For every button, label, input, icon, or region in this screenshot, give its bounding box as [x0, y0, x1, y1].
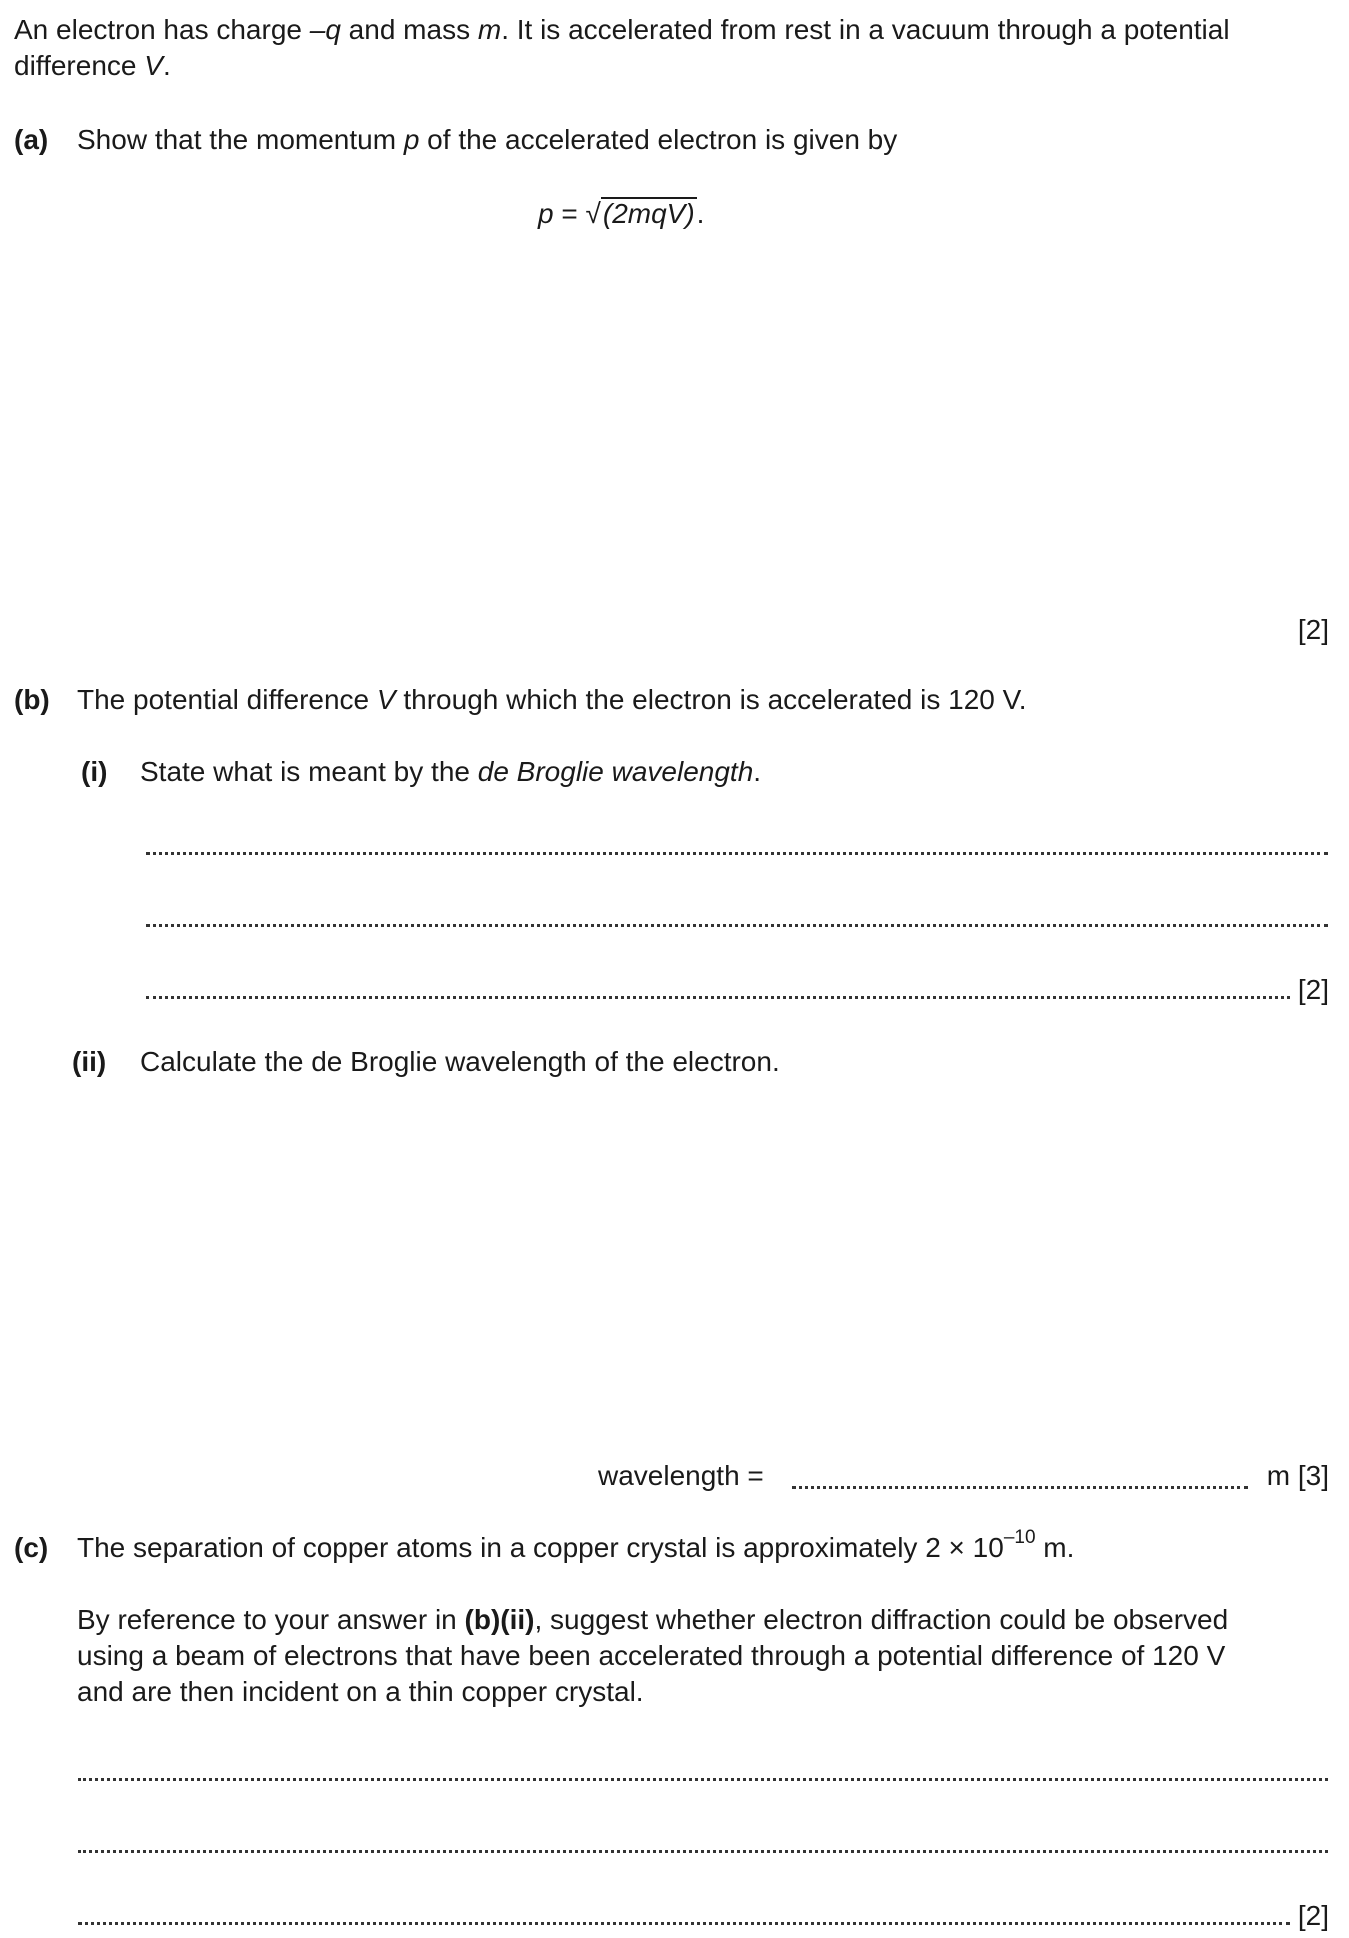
- intro-line-1: An electron has charge –q and mass m. It is accelerated from rest in a vacuum through a potential: [14, 14, 1230, 45]
- part-b-ii-question: Calculate the de Broglie wavelength of the electron.: [140, 1046, 780, 1077]
- wavelength-unit-marks: m [3]: [1266, 1460, 1329, 1491]
- answer-line-c-3[interactable]: [78, 1922, 1290, 1925]
- wavelength-answer-label: wavelength =: [598, 1460, 764, 1491]
- part-c-question: The separation of copper atoms in a copper crystal is approximately $2 \times 10^{-10}$ m.: [77, 1526, 1075, 1563]
- part-c-paragraph-line-3: and are then incident on a thin copper crystal.: [77, 1676, 644, 1707]
- part-b-i-label: (i): [81, 756, 108, 787]
- part-a-marks: [2]: [1297, 614, 1329, 645]
- momentum-formula: p = √(2mqV).: [538, 198, 705, 229]
- intro-line-2: difference V.: [14, 50, 171, 81]
- part-c-marks: [2]: [1297, 1900, 1329, 1931]
- part-a-label: (a): [14, 124, 49, 155]
- part-b-label: (b): [14, 684, 50, 715]
- answer-line-c-2[interactable]: [78, 1850, 1328, 1853]
- wavelength-answer-line[interactable]: [792, 1486, 1248, 1489]
- part-b-question: The potential difference V through which the electron is accelerated is 120 V.: [77, 684, 1027, 715]
- part-b-i-marks: [2]: [1297, 974, 1329, 1005]
- part-c-paragraph-line-1: By reference to your answer in (b)(ii), suggest whether electron diffraction could be observed: [77, 1604, 1229, 1635]
- part-b-i-question: State what is meant by the de Broglie wavelength.: [140, 756, 762, 787]
- answer-line-b-i-1[interactable]: [146, 852, 1328, 855]
- answer-line-c-1[interactable]: [78, 1778, 1328, 1781]
- answer-line-b-i-2[interactable]: [146, 924, 1328, 927]
- part-a-question: Show that the momentum p of the accelerated electron is given by: [77, 124, 898, 155]
- part-c-paragraph-line-2: using a beam of electrons that have been accelerated through a potential difference of 120 V: [77, 1640, 1226, 1671]
- answer-line-b-i-3[interactable]: [146, 996, 1290, 999]
- part-c-label: (c): [14, 1532, 49, 1563]
- part-b-ii-label: (ii): [72, 1046, 107, 1077]
